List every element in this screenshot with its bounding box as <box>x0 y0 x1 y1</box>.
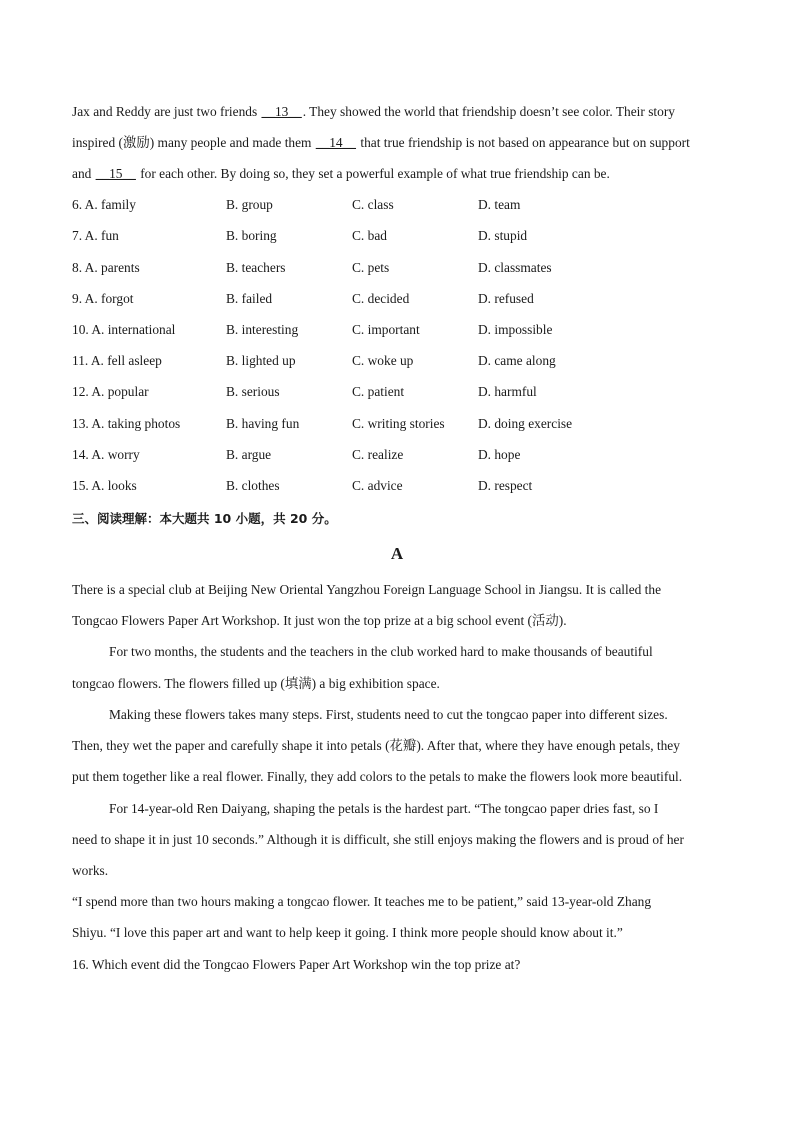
option-b: B. serious <box>226 384 280 399</box>
option-c: C. patient <box>352 384 405 399</box>
reading-line: “I spend more than two hours making a tongcao flower. It teaches me to be patient,” said 13-year-old Zhang <box>72 894 652 909</box>
option-b: B. group <box>226 197 273 212</box>
blank-15: __15__ <box>95 166 136 181</box>
reading-line: need to shape it in just 10 seconds.” Although it is difficult, she still enjoys making the flowers and is proud of her <box>72 832 684 847</box>
option-c: C. realize <box>352 447 404 462</box>
option-a: 11. A. fell asleep <box>72 353 162 368</box>
option-d: D. impossible <box>478 322 553 337</box>
option-b: B. clothes <box>226 478 280 493</box>
option-a: 8. A. parents <box>72 260 140 275</box>
reading-line: Then, they wet the paper and carefully shape it into petals (花瓣). After that, where they have enough petals, they <box>72 738 680 753</box>
reading-line: works. <box>72 863 109 878</box>
option-d: D. respect <box>478 478 533 493</box>
option-d: D. classmates <box>478 260 552 275</box>
passage-line-3 <box>72 165 610 183</box>
question-row <box>72 352 732 370</box>
option-a: 9. A. forgot <box>72 291 134 306</box>
reading-line: Making these flowers takes many steps. First, students need to cut the tongcao paper into different sizes. <box>109 707 668 722</box>
option-c: C. important <box>352 322 420 337</box>
option-b: B. failed <box>226 291 273 306</box>
option-d: D. harmful <box>478 384 537 399</box>
reading-line: put them together like a real flower. Finally, they add colors to the petals to make the flowers look more beautiful. <box>72 769 683 784</box>
option-a: 12. A. popular <box>72 384 149 399</box>
option-d: D. came along <box>478 353 556 368</box>
reading-line: Tongcao Flowers Paper Art Workshop. It just won the top prize at a big school event (活动). <box>72 613 567 628</box>
option-c: C. bad <box>352 228 387 243</box>
question-row <box>72 477 732 495</box>
question-row <box>72 321 732 339</box>
option-c: C. writing stories <box>352 416 445 431</box>
section-heading: 三、阅读理解：本大题共 10 小题，共 20 分。 <box>72 511 337 526</box>
question-row <box>72 415 732 433</box>
part-title: A <box>390 544 404 563</box>
passage-text: inspired (激励) many people and made them <box>72 135 315 150</box>
option-d: D. team <box>478 197 521 212</box>
option-a: 14. A. worry <box>72 447 140 462</box>
option-b: B. having fun <box>226 416 300 431</box>
reading-line: Shiyu. “I love this paper art and want to help keep it going. I think more people should know about it.” <box>72 925 623 940</box>
option-d: D. hope <box>478 447 521 462</box>
option-b: B. argue <box>226 447 272 462</box>
option-b: B. lighted up <box>226 353 296 368</box>
option-b: B. boring <box>226 228 277 243</box>
question-16: 16. Which event did the Tongcao Flowers Paper Art Workshop win the top prize at? <box>72 957 521 972</box>
question-row <box>72 227 732 245</box>
option-c: C. advice <box>352 478 403 493</box>
option-d: D. doing exercise <box>478 416 573 431</box>
question-row <box>72 446 732 464</box>
passage-text: Jax and Reddy are just two friends <box>72 104 261 119</box>
option-c: C. decided <box>352 291 410 306</box>
reading-line: There is a special club at Beijing New Oriental Yangzhou Foreign Language School in Jiangsu. It is called the <box>72 582 662 597</box>
question-row <box>72 196 732 214</box>
option-b: B. interesting <box>226 322 299 337</box>
option-a: 10. A. international <box>72 322 176 337</box>
option-c: C. pets <box>352 260 390 275</box>
passage-text: that true friendship is not based on appearance but on support <box>357 135 690 150</box>
option-a: 6. A. family <box>72 197 136 212</box>
option-c: C. woke up <box>352 353 414 368</box>
option-d: D. refused <box>478 291 534 306</box>
question-row <box>72 259 732 277</box>
option-a: 15. A. looks <box>72 478 137 493</box>
reading-line: For two months, the students and the teachers in the club worked hard to make thousands of beautiful <box>109 644 653 659</box>
reading-line: For 14-year-old Ren Daiyang, shaping the petals is the hardest part. “The tongcao paper dries fast, so I <box>109 801 659 816</box>
option-b: B. teachers <box>226 260 286 275</box>
passage-text: and <box>72 166 95 181</box>
passage-text: . They showed the world that friendship doesn’t see color. Their story <box>302 104 675 119</box>
question-row <box>72 383 732 401</box>
option-a: 7. A. fun <box>72 228 119 243</box>
passage-line-2 <box>72 134 690 152</box>
option-a: 13. A. taking photos <box>72 416 181 431</box>
option-d: D. stupid <box>478 228 528 243</box>
question-row <box>72 290 732 308</box>
reading-line: tongcao flowers. The flowers filled up (填满) a big exhibition space. <box>72 676 440 691</box>
option-c: C. class <box>352 197 394 212</box>
passage-text: for each other. By doing so, they set a powerful example of what true friendship can be. <box>136 166 610 181</box>
blank-13: __13__ <box>261 104 302 119</box>
blank-14: __14__ <box>315 135 356 150</box>
passage-line-1 <box>72 103 675 121</box>
